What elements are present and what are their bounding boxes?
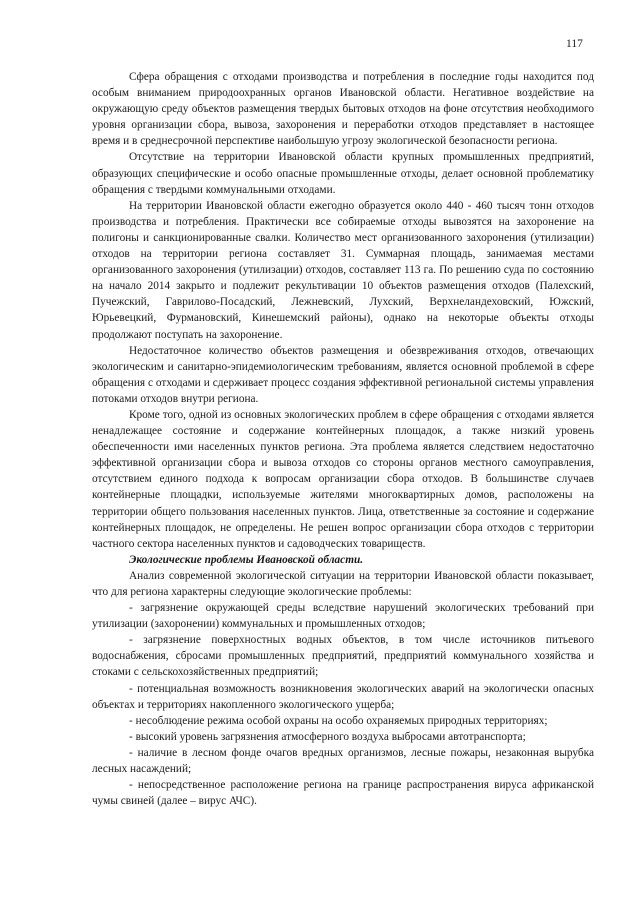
list-item: - загрязнение поверхностных водных объектов, в том числе источников питьевого водоснабжения, сбросами промышленных предприятий, предприятий коммунального хозяйства и стоками с сельскохозяйственных предприятий; xyxy=(92,634,594,679)
paragraph-analysis-intro: Анализ современной экологической ситуации на территории Ивановской области показывает, что для региона характерны следующие экологические проблемы: xyxy=(92,569,594,598)
list-item: - непосредственное расположение региона на границе распространения вируса африканской чумы свиней (далее – вирус АЧС). xyxy=(92,779,594,808)
list-item: - загрязнение окружающей среды вследствие нарушений экологических требований при утилизации (захоронении) коммунальных и промышленных отходов; xyxy=(92,602,594,631)
paragraph-waste-volumes: На территории Ивановской области ежегодно образуется около 440 - 460 тысяч тонн отходов производства и потребления. Практически все собираемые отходы вывозятся на захоронение на полигоны и санкционированные свалки. Количество мест организованного захоронения (утилизации) отходов на территории региона составляет 31. Суммарная площадь, занимаемая местами организованного захоронения (утилизации) отходов, составляет 113 га. По решению суда по состоянию на начало 2014 закрыто и подлежит рекультивации 10 объектов размещения отходов (Палехский, Пучежский, Гаврилово-Посадский, Лежневский, Лухский, Верхнеландеховский, Южский, Юрьевецкий, Фурмановский, Кинешемский районы), однако на некоторые объекты отходы продолжают поступать на захоронение. xyxy=(92,199,594,341)
document-body xyxy=(92,69,594,809)
paragraph-no-large-industry: Отсутствие на территории Ивановской области крупных промышленных предприятий, образующих специфические и особо опасные промышленные отходы, делает основной проблематику обращения с твердыми коммунальными отходами. xyxy=(92,151,594,196)
paragraph-container-sites: Кроме того, одной из основных экологических проблем в сфере обращения с отходами является ненадлежащее состояние и содержание контейнерных площадок, а также низкий уровень обеспеченности ими населенных пунктов региона. Эта проблема является следствием недостаточно эффективной организации сбора и вывоза отходов со стороны органов местного самоуправления, отсутствием единого подхода к вопросам организации сбора отходов. В большинстве случаев контейнерные площадки, используемые жителями многоквартирных домов, расположены на территории общего пользования населенных пунктов. Лица, ответственные за состояние и содержание контейнерных площадок, не определены. Не решен вопрос организации сбора отходов с территории частного сектора населенных пунктов и садоводческих товариществ. xyxy=(92,408,594,550)
paragraph-insufficient-facilities: Недостаточное количество объектов размещения и обезвреживания отходов, отвечающих экологическим и санитарно-эпидемиологическим требованиям, является основной проблемой в сфере обращения с отходами и сдерживает процесс создания эффективной региональной системы управления потоками отходов внутри региона. xyxy=(92,344,594,405)
list-item: - несоблюдение режима особой охраны на особо охраняемых природных территориях; xyxy=(129,714,548,727)
list-item: - потенциальная возможность возникновения экологических аварий на экологически опасных объектах и территориях накопленного экологического ущерба; xyxy=(92,682,594,711)
list-item: - высокий уровень загрязнения атмосферного воздуха выбросами автотранспорта; xyxy=(129,730,526,743)
paragraph-waste-sphere: Сфера обращения с отходами производства и потребления в последние годы находится под особым вниманием природоохранных органов Ивановской области. Негативное воздействие на окружающую среду объектов размещения твердых бытовых отходов на фоне отсутствия необходимого уровня организации сбора, вывоза, захоронения и переработки отходов представляет в настоящее время и в среднесрочной перспективе наибольшую угрозу экологической безопасности региона. xyxy=(92,71,594,148)
page-number: 117 xyxy=(566,38,583,50)
section-heading: Экологические проблемы Ивановской области. xyxy=(129,553,364,566)
list-item: - наличие в лесном фонде очагов вредных организмов, лесные пожары, незаконная вырубка лесных насаждений; xyxy=(92,746,594,776)
